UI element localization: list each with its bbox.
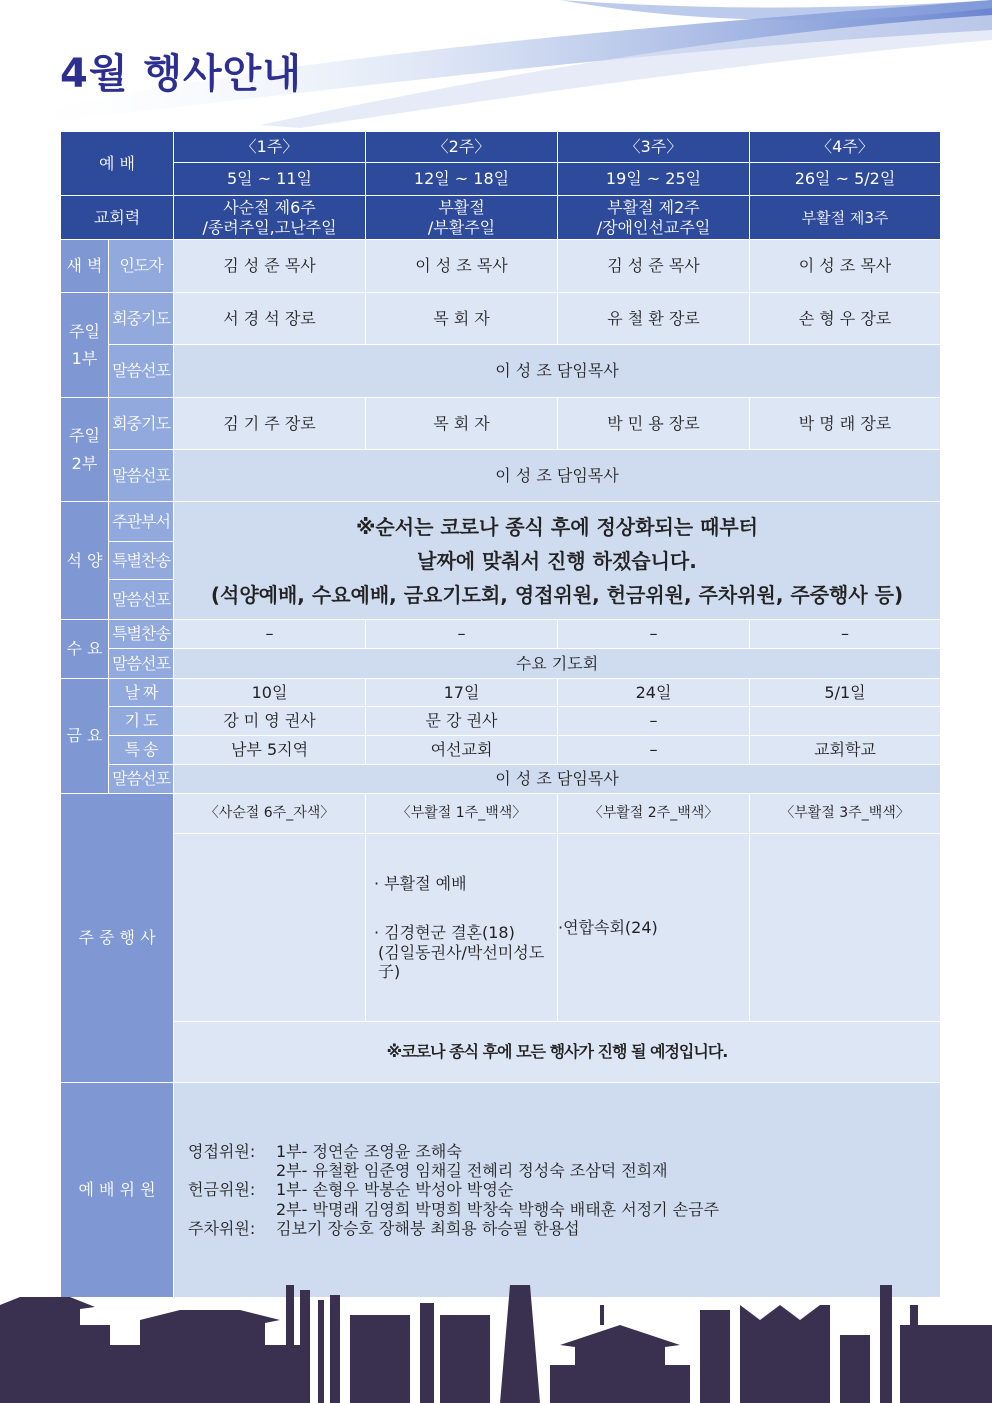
event-item: · 부활절 예배 xyxy=(374,874,467,894)
week-2-range: 12일 ~ 18일 xyxy=(366,163,558,196)
week-1-range: 5일 ~ 11일 xyxy=(174,163,366,196)
welcome-line-2: 2부- 유철환 임준영 임채길 전혜리 정성숙 조삼덕 전희재 xyxy=(276,1161,668,1181)
events-group-label: 주 중 행 사 xyxy=(61,794,174,1083)
evening-sermon-label: 말씀선포 xyxy=(109,580,174,620)
sunday2-group-label: 주일 2부 xyxy=(61,398,109,502)
evening-group-label: 석 양 xyxy=(61,502,109,620)
dawn-leader-label: 인도자 xyxy=(109,240,174,293)
sunday1-prayer-week-1: 서 경 석 장로 xyxy=(174,293,366,345)
sunday2-sermon: 이 성 조 담임목사 xyxy=(174,450,941,502)
wednesday-sermon-label: 말씀선포 xyxy=(109,649,174,679)
sunday1-prayer-week-3: 유 철 환 장로 xyxy=(558,293,750,345)
wednesday-special-week-4: – xyxy=(750,620,941,649)
wednesday-group-label: 수 요 xyxy=(61,620,109,679)
friday-group-label: 금 요 xyxy=(61,679,109,794)
sunday1-sermon: 이 성 조 담임목사 xyxy=(174,345,941,398)
friday-special-week-2: 여선교회 xyxy=(366,736,558,765)
calendar-week-2: 부활절 /부활주일 xyxy=(366,196,558,240)
events-week-2 xyxy=(366,834,558,1022)
events-week-1 xyxy=(174,834,366,1022)
week-3-range: 19일 ~ 25일 xyxy=(558,163,750,196)
page-title: 4월 행사안내 xyxy=(60,51,302,97)
wednesday-special-week-2: – xyxy=(366,620,558,649)
friday-prayer-week-4 xyxy=(750,707,941,736)
sunday2-sermon-label: 말씀선포 xyxy=(109,450,174,502)
worship-header-label: 예 배 xyxy=(61,132,174,196)
offering-line-1: 1부- 손형우 박봉순 박성아 박영순 xyxy=(276,1180,514,1200)
wednesday-sermon: 수요 기도회 xyxy=(174,649,941,679)
dawn-leader-week-3: 김 성 준 목사 xyxy=(558,240,750,293)
parking-label: 주차위원: xyxy=(188,1218,256,1238)
dawn-leader-week-2: 이 성 조 목사 xyxy=(366,240,558,293)
events-head-week-3: 〈부활절 2주_백색〉 xyxy=(558,794,750,834)
week-3-label: 〈3주〉 xyxy=(558,132,750,163)
friday-sermon-label: 말씀선포 xyxy=(109,765,174,794)
friday-prayer-week-3: – xyxy=(558,707,750,736)
friday-date-week-1: 10일 xyxy=(174,679,366,707)
wednesday-special-week-3: – xyxy=(558,620,750,649)
event-item: ·연합속회(24) xyxy=(558,917,658,937)
city-skyline-decoration xyxy=(0,1285,992,1403)
events-head-week-2: 〈부활절 1주_백색〉 xyxy=(366,794,558,834)
calendar-week-3: 부활절 제2주 /장애인선교주일 xyxy=(558,196,750,240)
sunday2-prayer-week-4: 박 명 래 장로 xyxy=(750,398,941,450)
sunday1-sermon-label: 말씀선포 xyxy=(109,345,174,398)
events-head-week-4: 〈부활절 3주_백색〉 xyxy=(750,794,941,834)
week-4-range: 26일 ~ 5/2일 xyxy=(750,163,941,196)
wednesday-special-week-1: – xyxy=(174,620,366,649)
offering-line-2: 2부- 박명래 김영희 박명희 박창숙 박행숙 배태훈 서정기 손금주 xyxy=(276,1199,720,1219)
evening-notice: ※순서는 코로나 종식 후에 정상화되는 때부터 날짜에 맞춰서 진행 하겠습니다. (석양예배, 수요예배, 금요기도회, 영접위원, 헌금위원, 주차위원, 주중행사 등) xyxy=(174,502,941,620)
calendar-week-4: 부활절 제3주 xyxy=(750,196,941,240)
sunday2-prayer-week-2: 목 회 자 xyxy=(366,398,558,450)
events-head-week-1: 〈사순절 6주_자색〉 xyxy=(174,794,366,834)
dawn-leader-week-1: 김 성 준 목사 xyxy=(174,240,366,293)
friday-special-label: 특 송 xyxy=(109,736,174,765)
evening-special-label: 특별찬송 xyxy=(109,542,174,580)
friday-prayer-week-2: 문 강 권사 xyxy=(366,707,558,736)
calendar-week-1: 사순절 제6주 /종려주일,고난주일 xyxy=(174,196,366,240)
calendar-label: 교회력 xyxy=(61,196,174,240)
dawn-leader-week-4: 이 성 조 목사 xyxy=(750,240,941,293)
week-4-label: 〈4주〉 xyxy=(750,132,941,163)
sunday2-prayer-label: 회중기도 xyxy=(109,398,174,450)
events-week-4 xyxy=(750,834,941,1022)
welcome-line-1: 1부- 정연순 조영윤 조해숙 xyxy=(276,1142,462,1162)
events-notice: ※코로나 종식 후에 모든 행사가 진행 될 예정입니다. xyxy=(174,1022,941,1083)
sunday2-prayer-week-3: 박 민 용 장로 xyxy=(558,398,750,450)
sunday2-prayer-week-1: 김 기 주 장로 xyxy=(174,398,366,450)
friday-date-week-3: 24일 xyxy=(558,679,750,707)
friday-special-week-3: – xyxy=(558,736,750,765)
week-2-label: 〈2주〉 xyxy=(366,132,558,163)
friday-sermon: 이 성 조 담임목사 xyxy=(174,765,941,794)
friday-prayer-week-1: 강 미 영 권사 xyxy=(174,707,366,736)
friday-date-week-2: 17일 xyxy=(366,679,558,707)
sunday1-group-label: 주일 1부 xyxy=(61,293,109,398)
parking-line: 김보기 장승호 장해붕 최희용 하승필 한용섭 xyxy=(276,1218,580,1238)
committee-group-label: 예 배 위 원 xyxy=(61,1083,174,1298)
friday-date-label: 날 짜 xyxy=(109,679,174,707)
sunday1-prayer-label: 회중기도 xyxy=(109,293,174,345)
friday-special-week-4: 교회학교 xyxy=(750,736,941,765)
wednesday-special-label: 특별찬송 xyxy=(109,620,174,649)
friday-date-week-4: 5/1일 xyxy=(750,679,941,707)
committee-list xyxy=(174,1083,941,1298)
sunday1-prayer-week-2: 목 회 자 xyxy=(366,293,558,345)
evening-host-label: 주관부서 xyxy=(109,502,174,542)
schedule-table xyxy=(60,131,941,1298)
offering-label: 헌금위원: xyxy=(188,1180,256,1200)
friday-prayer-label: 기 도 xyxy=(109,707,174,736)
events-week-3 xyxy=(558,834,750,1022)
sunday1-prayer-week-4: 손 형 우 장로 xyxy=(750,293,941,345)
friday-special-week-1: 남부 5지역 xyxy=(174,736,366,765)
dawn-group-label: 새 벽 xyxy=(61,240,109,293)
event-item: (김일동권사/박선미성도 子) xyxy=(378,942,545,981)
week-1-label: 〈1주〉 xyxy=(174,132,366,163)
welcome-label: 영접위원: xyxy=(188,1142,256,1162)
event-item: · 김경현군 결혼(18) xyxy=(374,923,515,943)
